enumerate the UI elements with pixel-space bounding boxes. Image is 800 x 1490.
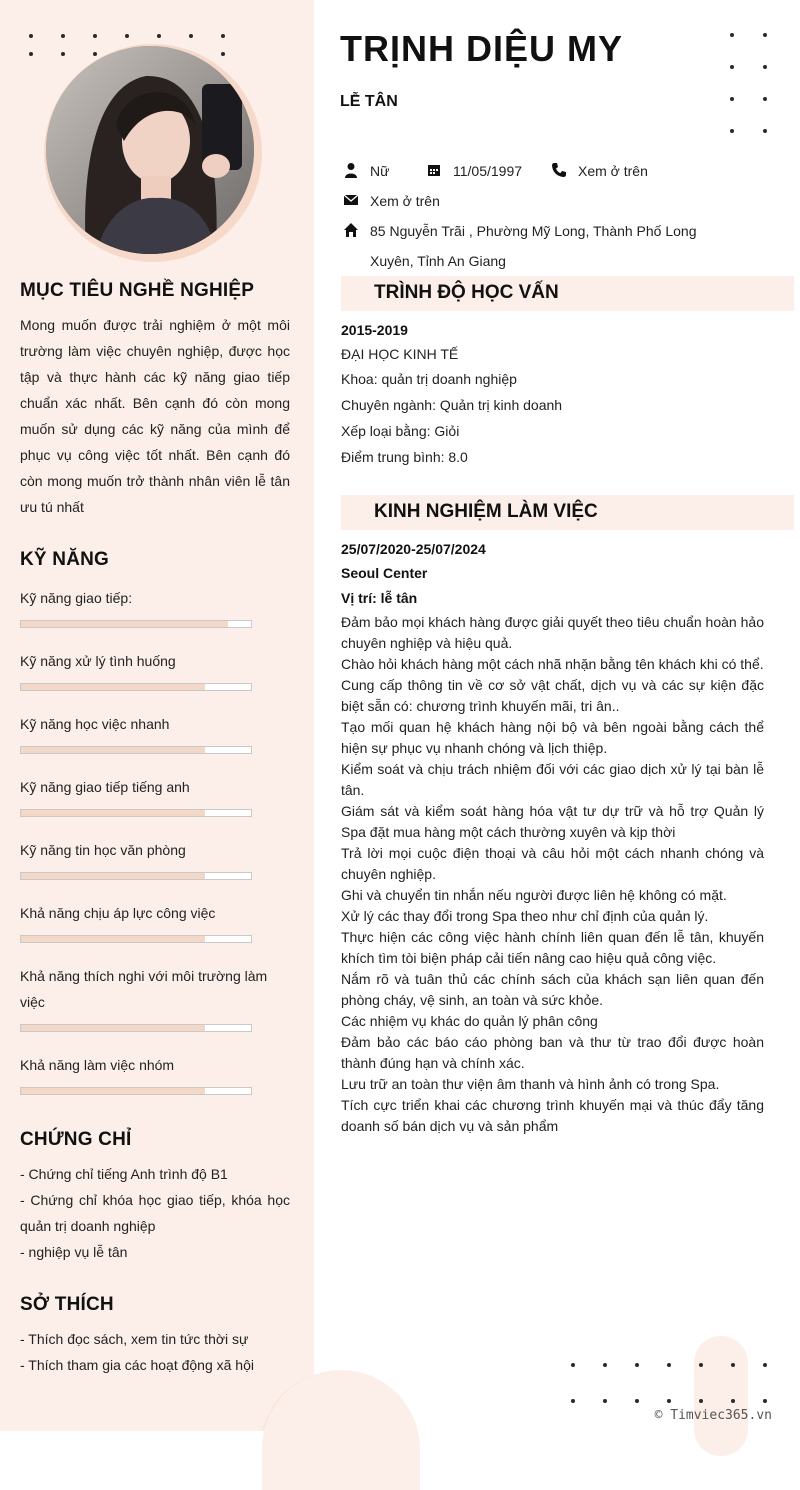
experience-period: 25/07/2020-25/07/2024 xyxy=(341,541,486,557)
education-period: 2015-2019 xyxy=(341,322,408,338)
duty-item: Chào hỏi khách hàng một cách nhã nhặn bằng tên khách khi có thể. xyxy=(341,656,764,672)
duty-item: Tạo mối quan hệ khách hàng nội bộ và bên ngoài bằng cách thể hiện sự phục vụ nhanh chóng và lịch thiệp. xyxy=(341,719,764,756)
duty-item: Ghi và chuyển tin nhắn nếu người được liên hệ không có mặt. xyxy=(341,887,727,903)
duty-item: Đảm bảo các báo cáo phòng ban và thư từ trao đổi được hoàn thành đúng hạn và chính xác. xyxy=(341,1034,764,1071)
certificate-item: - Chứng chỉ khóa học giao tiếp, khóa học quản trị doanh nghiệp xyxy=(20,1192,290,1234)
skill-label: Kỹ năng giao tiếp tiếng anh xyxy=(20,779,190,795)
education-rank: Xếp loại bằng: Giỏi xyxy=(341,423,460,439)
education-gpa: Điểm trung bình: 8.0 xyxy=(341,449,468,465)
skill-bar xyxy=(20,1087,252,1095)
candidate-name: TRỊNH DIỆU MY xyxy=(340,28,623,69)
skills-title: KỸ NĂNG xyxy=(20,549,110,570)
objective-text: Mong muốn được trải nghiệm ở một môi trường làm việc chuyên nghiệp, được học tập và thực hành các kỹ năng giao tiếp chuẩn xác nhất. Bên cạnh đó còn mong muốn sử dụng các kỹ năng của mình để phục vụ công việc tốt nhất. Bên cạnh đó còn mong muốn trở thành nhân viên lễ tân ưu tú nhất xyxy=(20,317,290,515)
person-icon xyxy=(343,162,359,178)
phone-icon xyxy=(551,162,567,178)
hobby-item: - Thích đọc sách, xem tin tức thời sự xyxy=(20,1331,249,1347)
address-line-1: 85 Nguyễn Trãi , Phường Mỹ Long, Thành Phố Long xyxy=(370,223,697,239)
skill-label: Kỹ năng học việc nhanh xyxy=(20,716,170,732)
hobby-item: - Thích tham gia các hoạt động xã hội xyxy=(20,1357,254,1373)
address-line-2: Xuyên, Tỉnh An Giang xyxy=(370,253,506,269)
skill-label: Kỹ năng tin học văn phòng xyxy=(20,842,186,858)
education-faculty: Khoa: quản trị doanh nghiệp xyxy=(341,371,517,387)
experience-role: Vị trí: lễ tân xyxy=(341,590,418,606)
email-value: Xem ở trên xyxy=(370,193,440,209)
experience-company: Seoul Center xyxy=(341,565,428,581)
candidate-position: LỄ TÂN xyxy=(340,93,398,110)
duty-item: Xử lý các thay đổi trong Spa theo như chỉ định của quản lý. xyxy=(341,908,709,924)
education-title: TRÌNH ĐỘ HỌC VẤN xyxy=(374,282,559,303)
decor-dots-bottom-right xyxy=(571,1363,767,1403)
duty-item: Nắm rõ và tuân thủ các chính sách của khách sạn liên quan đến phòng cháy, vệ sinh, an toàn và sức khỏe. xyxy=(341,971,764,1008)
footer-credit: © Timviec365.vn xyxy=(654,1408,772,1423)
skill-label: Khả năng làm việc nhóm xyxy=(20,1057,175,1073)
calendar-icon xyxy=(426,162,442,178)
duty-item: Các nhiệm vụ khác do quản lý phân công xyxy=(341,1013,598,1029)
skill-label: Kỹ năng giao tiếp: xyxy=(20,590,133,606)
skill-label: Khả năng thích nghi với môi trường làm việc xyxy=(20,968,268,1010)
hobbies-title: SỞ THÍCH xyxy=(20,1294,114,1315)
skill-bar xyxy=(20,935,252,943)
education-header xyxy=(341,276,794,311)
skill-bar xyxy=(20,1024,252,1032)
duty-item: Đảm bảo mọi khách hàng được giải quyết theo tiêu chuẩn hoàn hảo chuyên nghiệp và hiệu quả. xyxy=(341,614,764,651)
skill-bar xyxy=(20,872,252,880)
education-major: Chuyên ngành: Quản trị kinh doanh xyxy=(341,397,563,413)
duty-item: Thực hiện các công việc hành chính liên quan đến lễ tân, khuyến khích tìm tòi biện pháp cải tiến nâng cao hiệu quả công việc. xyxy=(341,929,764,966)
education-school: ĐẠI HỌC KINH TẾ xyxy=(341,346,459,362)
avatar xyxy=(46,46,254,254)
experience-title: KINH NGHIỆM LÀM VIỆC xyxy=(374,501,598,522)
duty-item: Tích cực triển khai các chương trình khuyến mại và thúc đẩy tăng doanh số bán dịch vụ và sản phẩm xyxy=(341,1097,764,1134)
skill-label: Kỹ năng xử lý tình huống xyxy=(20,653,176,669)
phone-value: Xem ở trên xyxy=(578,163,648,179)
skill-bar xyxy=(20,809,252,817)
skill-bar xyxy=(20,746,252,754)
envelope-icon xyxy=(343,192,359,208)
gender-value: Nữ xyxy=(370,163,390,179)
birthday-value: 11/05/1997 xyxy=(453,163,523,179)
skill-bar xyxy=(20,683,252,691)
certificate-item: - Chứng chỉ tiếng Anh trình độ B1 xyxy=(20,1166,228,1182)
duty-item: Kiểm soát và chịu trách nhiệm đối với các giao dịch xử lý tại bàn lễ tân. xyxy=(341,761,764,798)
sidebar xyxy=(0,0,314,1431)
duty-item: Giám sát và kiểm soát hàng hóa vật tư dự trữ và hỗ trợ Quản lý Spa đặt mua hàng một cách thường xuyên và kịp thời xyxy=(341,803,764,840)
certificate-item: - nghiệp vụ lễ tân xyxy=(20,1244,128,1260)
objective-title: MỤC TIÊU NGHỀ NGHIỆP xyxy=(20,280,255,301)
certificates-title: CHỨNG CHỈ xyxy=(20,1129,132,1150)
skill-bar xyxy=(20,620,252,628)
experience-duties xyxy=(341,612,764,1137)
duty-item: Cung cấp thông tin về cơ sở vật chất, dịch vụ và các sự kiện đặc biệt sẵn có: chương trình khuyến mãi, tri ân.. xyxy=(341,677,764,714)
duty-item: Lưu trữ an toàn thư viện âm thanh và hình ảnh có trong Spa. xyxy=(341,1076,720,1092)
skill-label: Khả năng chịu áp lực công việc xyxy=(20,905,216,921)
decor-dots-top-right xyxy=(730,33,767,133)
home-icon xyxy=(343,222,359,238)
duty-item: Trả lời mọi cuộc điện thoại và câu hỏi một cách nhanh chóng và chuyên nghiệp. xyxy=(341,845,764,882)
experience-header xyxy=(341,495,794,530)
